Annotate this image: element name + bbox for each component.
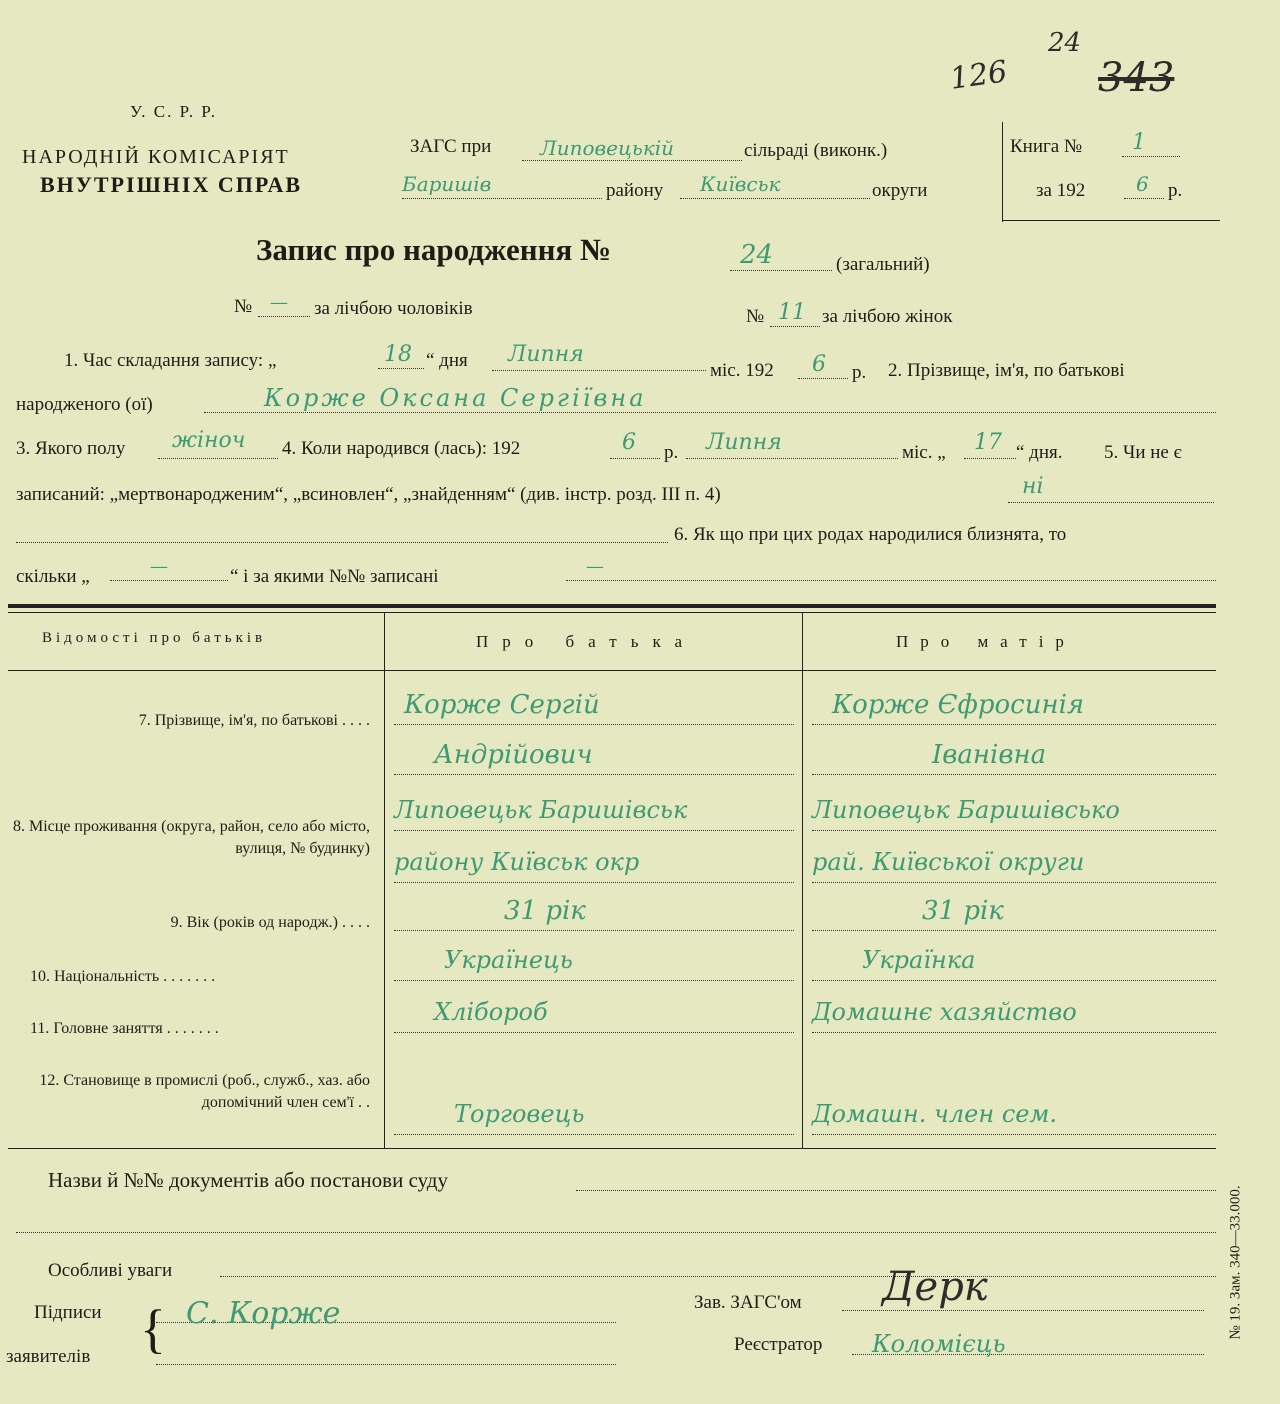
field1-year-suffix: р. xyxy=(852,362,867,383)
field4-day-suffix: “ дня. xyxy=(1016,442,1063,463)
table-col-divider-1 xyxy=(384,612,385,1148)
print-mark: № 19. Зам. 340—33.000. xyxy=(1227,1185,1244,1340)
field4-label: 4. Коли народився (лась): 192 xyxy=(282,438,521,459)
book-label: Книга № xyxy=(1010,136,1083,157)
row8-mother-line2 xyxy=(812,848,1216,883)
field1-label: 1. Час складання запису: „ xyxy=(64,350,277,371)
okrug-label: округи xyxy=(872,180,928,201)
field2-line xyxy=(204,384,1216,413)
notes-label: Особливі уваги xyxy=(48,1260,173,1281)
row8-mother-value2: рай. Київської округи xyxy=(812,848,1085,876)
district-label: району xyxy=(606,180,664,201)
book-line xyxy=(1122,130,1180,157)
field1-day: 18 xyxy=(384,342,412,367)
signatures-label-1: Підписи xyxy=(34,1302,102,1323)
record-number-line xyxy=(730,240,832,271)
book-box-left xyxy=(1002,122,1003,222)
row8-father-line1 xyxy=(394,796,794,831)
record-general: (загальний) xyxy=(836,254,930,275)
registrar-label: Реєстратор xyxy=(734,1334,823,1355)
field6-label-cont2: “ і за якими №№ записані xyxy=(230,566,439,587)
row11-mother-value: Домашнє хазяйство xyxy=(812,998,1077,1026)
field2-label: 2. Прізвище, ім'я, по батькові xyxy=(888,360,1125,381)
table-header-mother: Про матір xyxy=(896,632,1076,651)
table-col-divider-2 xyxy=(802,612,803,1148)
male-line xyxy=(258,292,310,317)
field5-label-cont: записаний: „мертвонародженим“, „всиновлен“, „знайденням“ (див. інстр. розд. III п. 4) xyxy=(16,484,721,505)
row7-father-value1: Корже Сергій xyxy=(404,690,600,720)
zags-place-line xyxy=(522,136,742,161)
row12-father-value: Торговець xyxy=(454,1100,585,1128)
documents-line xyxy=(576,1168,1216,1191)
zags-prefix: ЗАГС при xyxy=(410,136,492,157)
row10-father-line xyxy=(394,946,794,981)
field5-label: 5. Чи не є xyxy=(1104,442,1182,463)
field5-line xyxy=(1008,474,1214,503)
field6-value: — xyxy=(586,556,604,577)
field1-year: 6 xyxy=(812,352,826,377)
male-value: — xyxy=(270,292,288,313)
row8-father-value1: Липовецьк Баришівськ xyxy=(394,796,688,824)
signatures-label-2: заявителів xyxy=(6,1346,91,1367)
field4-year: 6 xyxy=(622,430,636,455)
row7-label: 7. Прізвище, ім'я, по батькові . . . . xyxy=(138,712,370,729)
field1-year-line xyxy=(798,352,848,379)
row7-father-line2 xyxy=(394,740,794,775)
head-label: Зав. ЗАГС'ом xyxy=(694,1292,802,1313)
field6-label-cont: скільки „ xyxy=(16,566,90,587)
head-signature: Дерк xyxy=(882,1264,988,1310)
year-value: 6 xyxy=(1136,172,1149,196)
row7-father-line1 xyxy=(394,690,794,725)
row9-mother-line xyxy=(812,896,1216,931)
okrug-value: Київськ xyxy=(700,172,781,196)
row9-father-value: 31 рік xyxy=(504,896,586,926)
row7-mother-value2: Іванівна xyxy=(932,740,1047,770)
row12-label: 12. Становище в промислі (роб., служб., хаз. або допомічний член сем'ї . . xyxy=(39,1072,370,1111)
field4-day-line xyxy=(964,430,1016,459)
zags-suffix: сільраді (виконк.) xyxy=(744,140,888,161)
country-label: У. С. Р. Р. xyxy=(130,102,218,121)
row8-label: 8. Місце проживання (округа, район, село або місто, вулиця, № будинку) xyxy=(12,818,370,857)
ministry-line2: ВНУТРІШНІХ СПРАВ xyxy=(40,172,303,197)
ministry-line1: НАРОДНІЙ КОМІСАРІЯТ xyxy=(22,146,290,168)
book-value: 1 xyxy=(1132,130,1146,155)
archive-mark-superscript: 24 xyxy=(1048,28,1082,58)
zags-place-value: Липовецькій xyxy=(540,136,675,160)
row11-mother-line xyxy=(812,998,1216,1033)
female-value: 11 xyxy=(778,300,806,325)
table-header-father: Про батька xyxy=(476,632,697,651)
male-label: № xyxy=(234,296,253,317)
record-number: 24 xyxy=(740,240,774,270)
book-box-bottom xyxy=(1002,220,1220,221)
field1-month-line xyxy=(492,342,706,371)
field1-day-line xyxy=(378,342,424,369)
field6-count-line xyxy=(110,556,228,581)
applicant-signature-line-2 xyxy=(156,1342,616,1365)
table-top-rule xyxy=(8,604,1216,608)
row7-father-value2: Андрійович xyxy=(434,740,593,770)
field5-value: ні xyxy=(1022,474,1044,499)
row8-mother-line1 xyxy=(812,796,1216,831)
field1-month: Липня xyxy=(508,342,584,367)
table-top-rule-thin xyxy=(8,612,1216,613)
archive-mark-struck: 343 xyxy=(1098,55,1175,101)
year-line xyxy=(1124,172,1164,199)
field4-day-prefix: міс. „ xyxy=(902,442,946,463)
year-prefix: за 192 xyxy=(1036,180,1086,201)
okrug-line xyxy=(680,172,870,199)
row10-label: 10. Національність . . . . . . . xyxy=(30,968,216,985)
field6-line xyxy=(566,556,1216,581)
applicant-signature-line-1 xyxy=(156,1296,616,1331)
row9-father-line xyxy=(394,896,794,931)
field4-year-suffix: р. xyxy=(664,442,679,463)
row10-mother-value: Українка xyxy=(862,946,976,974)
female-suffix: за лічбою жінок xyxy=(822,306,953,327)
field6-count: — xyxy=(150,556,168,577)
signatures-brace: { xyxy=(140,1299,166,1359)
year-suffix: р. xyxy=(1168,180,1183,201)
table-header-parents: Відомості про батьків xyxy=(42,630,267,646)
row12-mother-value: Домашн. член сем. xyxy=(812,1100,1057,1128)
row9-label: 9. Вік (років од народж.) . . . . xyxy=(170,914,370,931)
registrar-signature: Коломієць xyxy=(872,1330,1006,1358)
row12-father-line xyxy=(394,1100,794,1135)
field3-line xyxy=(158,428,278,459)
male-suffix: за лічбою чоловіків xyxy=(314,298,473,319)
field5-extra-line xyxy=(16,518,668,543)
field3-value: жіноч xyxy=(172,428,246,453)
row10-father-value: Українець xyxy=(444,946,573,974)
head-signature-line xyxy=(842,1264,1204,1311)
table-header-rule xyxy=(8,670,1216,671)
notes-line xyxy=(220,1254,1216,1277)
documents-label: Назви й №№ документів або постанови суду xyxy=(48,1168,448,1192)
field2-label-cont: народженого (ої) xyxy=(16,394,153,415)
female-label: № xyxy=(746,306,765,327)
field2-value: Корже Оксана Сергіївна xyxy=(264,384,647,412)
row8-father-line2 xyxy=(394,848,794,883)
row7-mother-value1: Корже Єфросинія xyxy=(832,690,1085,720)
field3-label: 3. Якого полу xyxy=(16,438,126,459)
row10-mother-line xyxy=(812,946,1216,981)
documents-line-2 xyxy=(16,1214,1216,1233)
row12-mother-line xyxy=(812,1100,1216,1135)
row11-label: 11. Головне заняття . . . . . . . xyxy=(30,1020,219,1037)
row7-mother-line2 xyxy=(812,740,1216,775)
row11-father-line xyxy=(394,998,794,1033)
field4-month: Липня xyxy=(706,430,782,455)
field1-day-suffix: “ дня xyxy=(426,350,468,371)
row11-father-value: Хлібороб xyxy=(434,998,548,1026)
field4-year-line xyxy=(610,430,660,459)
table-bottom-rule xyxy=(8,1148,1216,1149)
field1-year-prefix: міс. 192 xyxy=(710,360,774,381)
field4-month-line xyxy=(686,430,898,459)
district-line xyxy=(402,172,602,199)
female-line xyxy=(770,300,820,327)
applicant-signature: С. Корже xyxy=(186,1296,341,1331)
row8-father-value2: району Київськ окр xyxy=(394,848,640,876)
district-value: Баришів xyxy=(402,172,492,196)
archive-mark-left: 126 xyxy=(947,54,1010,97)
row8-mother-value1: Липовецьк Баришівсько xyxy=(812,796,1120,824)
registrar-signature-line xyxy=(852,1330,1204,1358)
row7-mother-line1 xyxy=(812,690,1216,725)
field4-day: 17 xyxy=(974,430,1002,455)
row9-mother-value: 31 рік xyxy=(922,896,1004,926)
record-title: Запис про народження № xyxy=(256,232,612,267)
field6-label: 6. Як що при цих родах народилися близнята, то xyxy=(674,524,1067,545)
